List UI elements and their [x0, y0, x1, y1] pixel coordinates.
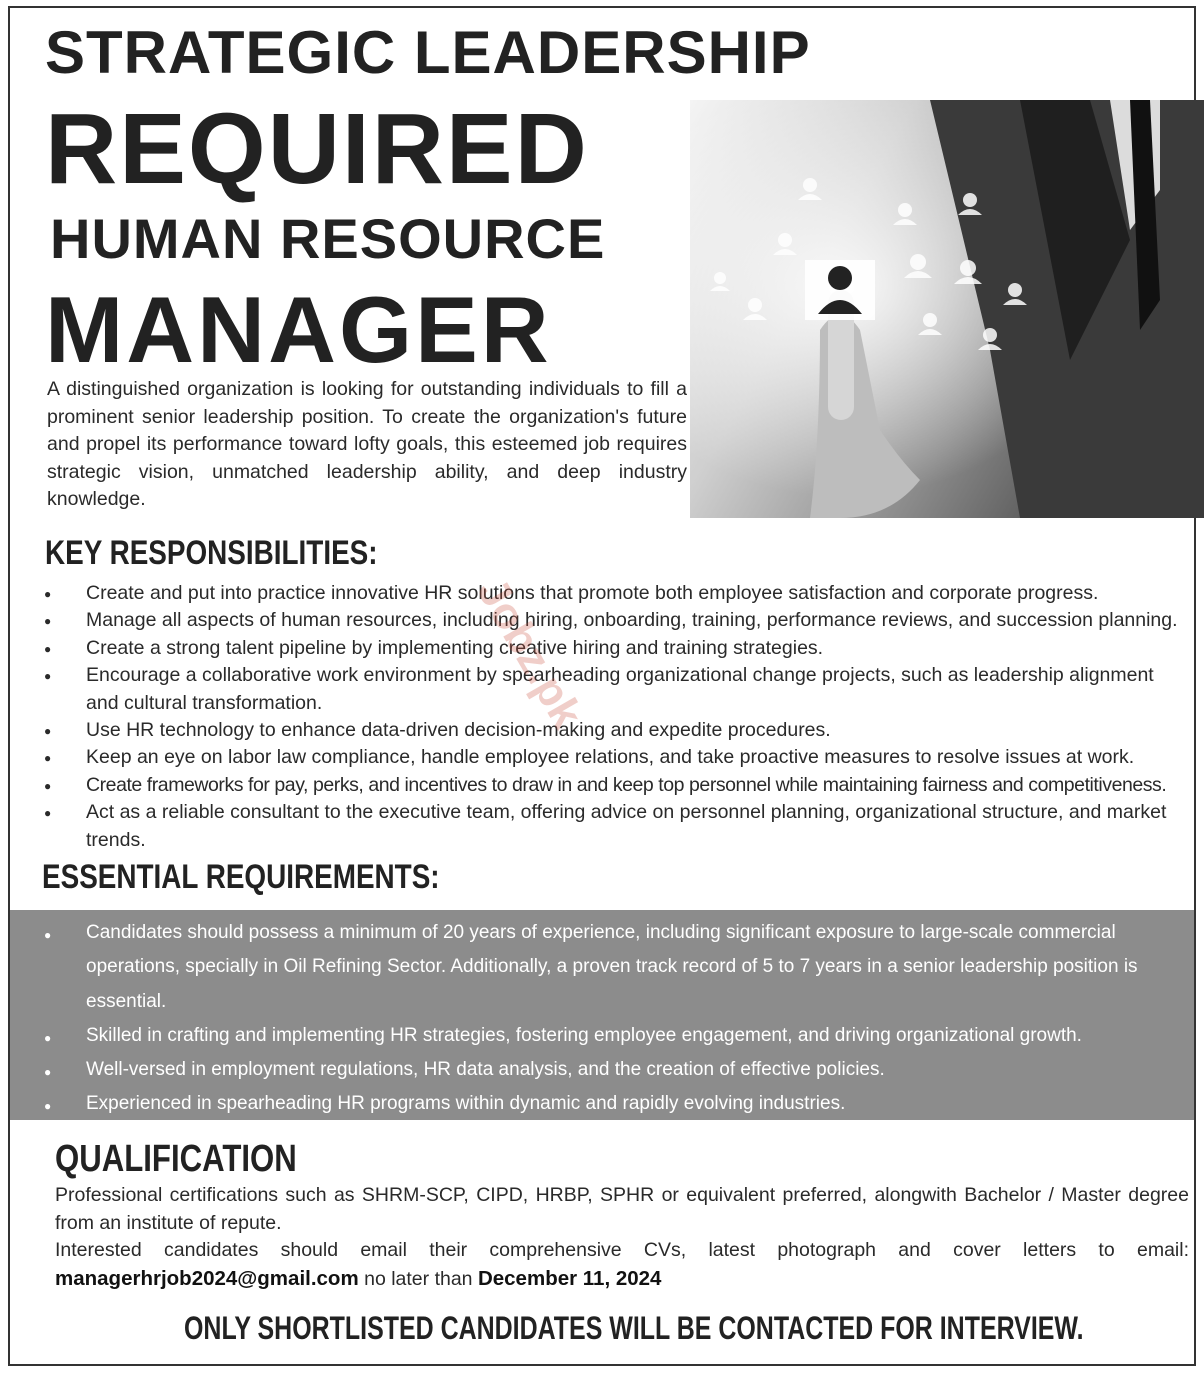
deadline-date: December 11, 2024 [477, 1266, 662, 1290]
requirements-list [44, 916, 1174, 1156]
qualification-text: Professional certifications such as SHRM-SCP, CIPD, HRBP, SPHR or equivalent preferred, alongwith Bachelor / Master degree from an institute of repute. [55, 1184, 1189, 1234]
list-item: ● Manage all aspects of human resources, including hiring, onboarding, training, performance reviews, and succession planning. [44, 607, 1184, 634]
list-item: ● Create frameworks for pay, perks, and incentives to draw in and keep top personnel while maintaining fairness and competitiveness. [44, 772, 1184, 799]
responsibilities-list [44, 580, 1184, 854]
list-item: ● Encourage a collaborative work environment by spearheading organizational change projects, such as leadership alignment and cultural transformation. [44, 662, 1184, 717]
list-item: ● Candidates should possess a minimum of 20 years of experience, including significant exposure to large-scale commercial operations, specially in Oil Refining Sector. Additionally, a proven track record of 5 to 7 years in a senior leadership position is essential. [44, 916, 1174, 1019]
list-item: ● Skilled in crafting and implementing HR strategies, fostering employee engagement, and driving organizational growth. [44, 1019, 1174, 1053]
list-item: ● Act as a reliable consultant to the executive team, offering advice on personnel planning, organizational structure, and market trends. [44, 799, 1184, 854]
header-job-title: MANAGER [45, 277, 552, 382]
responsibilities-heading: KEY RESPONSIBILITIES: [45, 534, 378, 572]
businessman-photo [690, 100, 1204, 518]
intro-paragraph: A distinguished organization is looking for outstanding individuals to fill a prominent senior leadership position. To create the organization's future and propel its performance toward lofty goals, this esteemed job requires strategic vision, unmatched leadership ability, and deep industry knowledge. [47, 378, 687, 510]
requirements-heading: ESSENTIAL REQUIREMENTS: [42, 858, 440, 896]
list-item: ● Create a strong talent pipeline by implementing creative hiring and training strategies. [44, 635, 1184, 662]
qualification-section [55, 1182, 1189, 1293]
person-icon-main [805, 260, 875, 320]
footer-notice: ONLY SHORTLISTED CANDIDATES WILL BE CONTACTED FOR INTERVIEW. [184, 1310, 1084, 1346]
deadline-prefix: no later than [364, 1267, 473, 1290]
watermark: Jobz.pk [467, 570, 592, 737]
list-item: ● Experienced in spearheading HR programs within dynamic and rapidly evolving industries. [44, 1087, 1174, 1121]
qualification-heading: QUALIFICATION [55, 1138, 297, 1180]
contact-email[interactable]: managerhrjob2024@gmail.com [55, 1266, 359, 1290]
apply-instructions: Interested candidates should email their comprehensive CVs, latest photograph and cover letters to email: [55, 1239, 1189, 1261]
list-item: ● Keep an eye on labor law compliance, handle employee relations, and take proactive measures to resolve issues at work. [44, 744, 1184, 771]
list-item: ● Preference will be given to the seasoned personnel, having vast experience of reputed organizations. [44, 1122, 1174, 1156]
list-item: ● Create and put into practice innovative HR solutions that promote both employee satisfaction and corporate progress. [44, 580, 1184, 607]
hr-network-illustration [690, 100, 1204, 518]
list-item: ● Well-versed in employment regulations, HR data analysis, and the creation of effective policies. [44, 1053, 1174, 1087]
header-job-department: HUMAN RESOURCE [50, 207, 606, 270]
header-strategic-leadership: STRATEGIC LEADERSHIP [45, 19, 811, 86]
list-item: ● Use HR technology to enhance data-driven decision-making and expedite procedures. [44, 717, 1184, 744]
header-required: REQUIRED [45, 93, 589, 205]
